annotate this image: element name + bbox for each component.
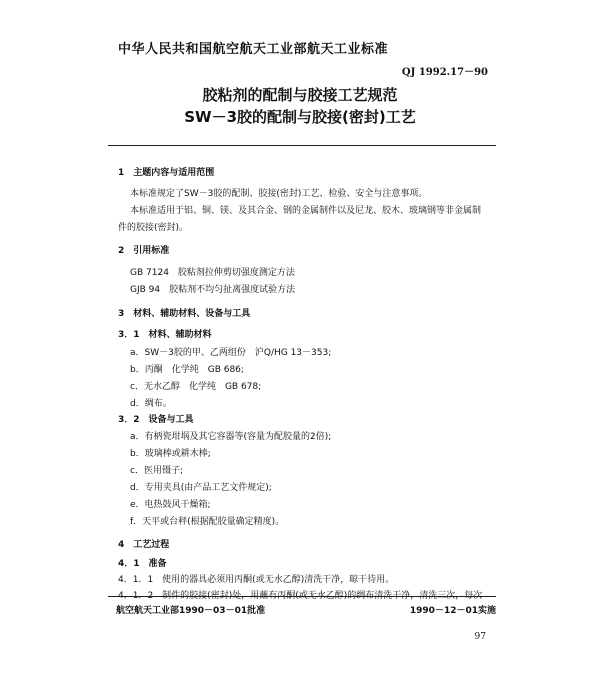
section-1-paragraph-1: 本标准规定了SW－3胶的配制、胶接(密封)工艺、检验、安全与注意事项。 bbox=[130, 189, 428, 199]
equipment-item-d: d．专用夹具(由产品工艺文件规定); bbox=[130, 483, 272, 493]
material-item-d: d．绸布。 bbox=[130, 399, 172, 409]
equipment-item-f: f．天平或台秤(根据配胶量确定精度)。 bbox=[130, 517, 285, 527]
equipment-item-b: b．玻璃棒或耕木棒; bbox=[130, 449, 211, 459]
section-3-2-heading: 3．2 设备与工具 bbox=[118, 415, 194, 425]
page-number: 97 bbox=[474, 632, 486, 642]
approval-date: 航空航天工业部1990－03－01批准 bbox=[116, 606, 266, 616]
section-4-1-heading: 4．1 准备 bbox=[118, 559, 167, 569]
reference-standard-gb7124: GB 7124 胶粘剂拉伸剪切强度测定方法 bbox=[130, 268, 295, 278]
footer-divider bbox=[108, 596, 496, 597]
effective-date: 1990－12－01实施 bbox=[409, 606, 496, 616]
section-3-1-heading: 3．1 材料、辅助材料 bbox=[118, 330, 212, 340]
section-4-heading: 4 工艺过程 bbox=[118, 540, 170, 550]
header-divider bbox=[108, 145, 496, 146]
equipment-item-c: c．医用镊子; bbox=[130, 466, 183, 476]
clause-4-1-2: 4．1．2 制件的胶接(密封)处，用蘸有丙酮(或无水乙醇)的绸布清洗干净，清洗三次，每次 bbox=[118, 591, 483, 601]
material-item-c: c．无水乙醇 化学纯 GB 678; bbox=[130, 382, 262, 392]
equipment-item-a: a．有柄瓷坩埚及其它容器等(容量为配胶量的2倍); bbox=[130, 432, 332, 442]
material-item-b: b．丙酮 化学纯 GB 686; bbox=[130, 365, 244, 375]
section-1-heading: 1 主题内容与适用范围 bbox=[118, 168, 215, 178]
standard-code: QJ 1992.17－90 bbox=[401, 67, 488, 78]
standard-issuer-header: 中华人民共和国航空航天工业部航天工业标准 bbox=[118, 42, 389, 57]
equipment-item-e: e．电热鼓风干燥箱; bbox=[130, 500, 211, 510]
clause-4-1-1: 4．1．1 使用的器具必须用丙酮(或无水乙醇)清洗干净，晾干待用。 bbox=[118, 575, 395, 585]
material-item-a: a．SW－3胶的甲、乙两组份 沪Q/HG 13－353; bbox=[130, 348, 332, 358]
section-2-heading: 2 引用标准 bbox=[118, 246, 170, 256]
section-1-paragraph-2-continued: 件的胶接(密封)。 bbox=[118, 223, 189, 233]
reference-standard-gjb94: GJB 94 胶粘剂不均匀扯离强度试验方法 bbox=[130, 285, 296, 295]
section-3-heading: 3 材料、辅助材料、设备与工具 bbox=[118, 309, 251, 319]
document-subtitle: SW－3胶的配制与胶接(密封)工艺 bbox=[184, 108, 416, 126]
document-title: 胶粘剂的配制与胶接工艺规范 bbox=[202, 86, 398, 104]
section-1-paragraph-2: 本标准适用于铝、铜、镁、及其合金、钢的金属制件以及尼龙、胶木、玻璃钢等非金属制 bbox=[130, 206, 482, 216]
